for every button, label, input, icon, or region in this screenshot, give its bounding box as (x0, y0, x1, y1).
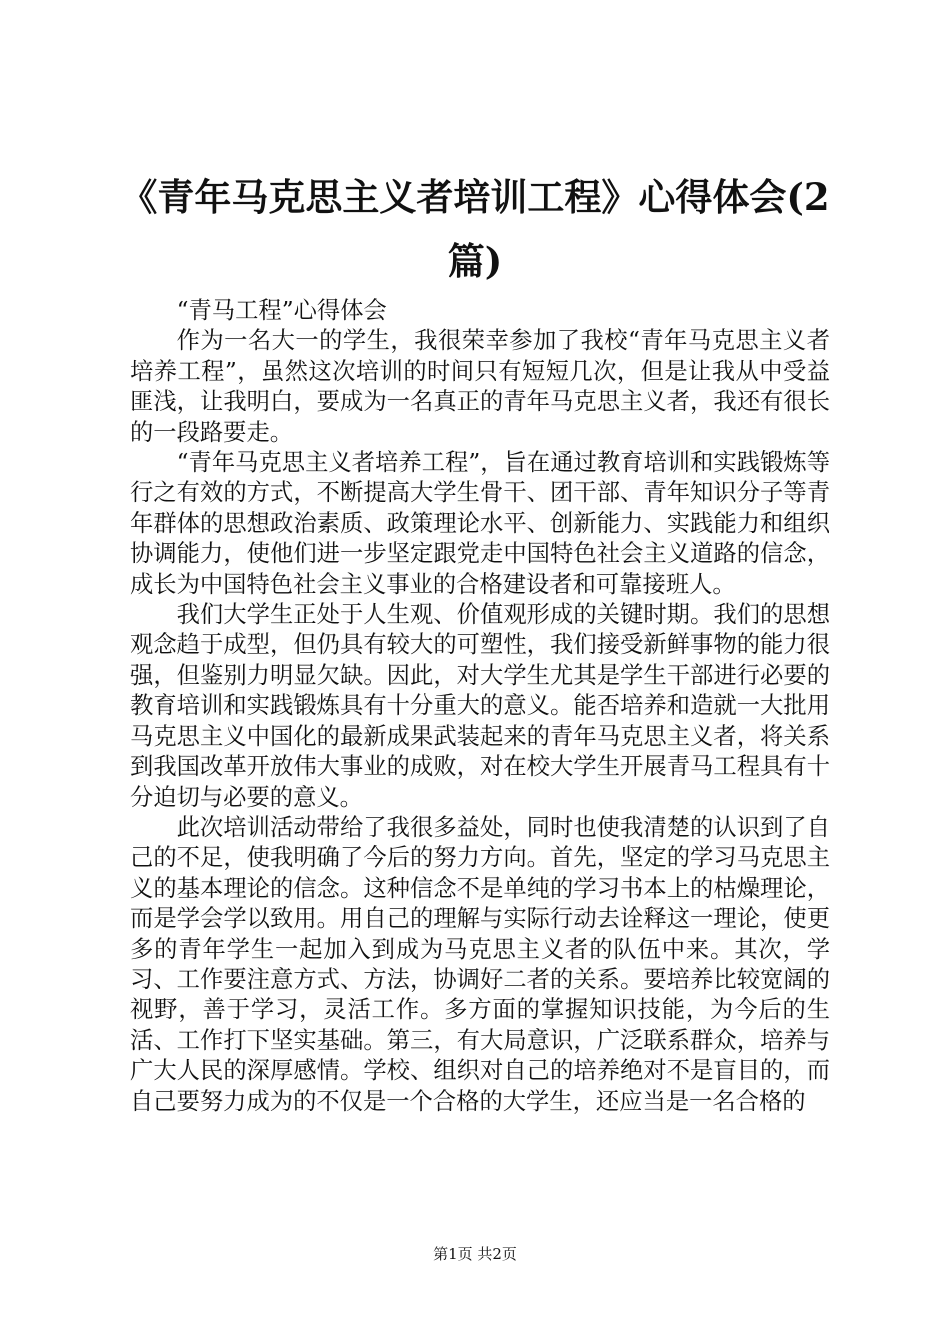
document-body (130, 296, 830, 1117)
paragraph-4: 此次培训活动带给了我很多益处，同时也使我清楚的认识到了自己的不足，使我明确了今后的努力方向。首先，坚定的学习马克思主义的基本理论的信念。这种信念不是单纯的学习书本上的枯燥理论，而是学会学以致用。用自己的理解与实际行动去诠释这一理论，使更多的青年学生一起加入到成为马克思主义者的队伍中来。其次，学习、工作要注意方式、方法，协调好二者的关系。要培养比较宽阔的视野，善于学习，灵活工作。多方面的掌握知识技能，为今后的生活、工作打下坚实基础。第三，有大局意识，广泛联系群众，培养与广大人民的深厚感情。学校、组织对自己的培养绝对不是盲目的，而自己要努力成为的不仅是一个合格的大学生，还应当是一名合格的 (130, 813, 830, 1115)
paragraph-1: 作为一名大一的学生，我很荣幸参加了我校“青年马克思主义者培养工程”，虽然这次培训的时间只有短短几次，但是让我从中受益匪浅，让我明白，要成为一名真正的青年马克思主义者，我还有很长的一段路要走。 (130, 327, 830, 446)
paragraph-subtitle: “青马工程”心得体会 (176, 297, 387, 324)
page-number-footer: 第1页 共2页 (433, 1245, 517, 1263)
paragraph-2: “青年马克思主义者培养工程”，旨在通过教育培训和实践锻炼等行之有效的方式，不断提高大学生骨干、团干部、青年知识分子等青年群体的思想政治素质、政策理论水平、创新能力、实践能力和组织协调能力，使他们进一步坚定跟党走中国特色社会主义道路的信念，成长为中国特色社会主义事业的合格建设者和可靠接班人。 (130, 449, 830, 598)
paragraph-3: 我们大学生正处于人生观、价值观形成的关键时期。我们的思想观念趋于成型，但仍具有较大的可塑性，我们接受新鲜事物的能力很强，但鉴别力明显欠缺。因此，对大学生尤其是学生干部进行必要的教育培训和实践锻炼具有十分重大的意义。能否培养和造就一大批用马克思主义中国化的最新成果武装起来的青年马克思主义者，将关系到我国改革开放伟大事业的成败，对在校大学生开展青马工程具有十分迫切与必要的意义。 (130, 601, 830, 811)
document-title: 《青年马克思主义者培训工程》心得体会(2篇) (120, 175, 830, 283)
